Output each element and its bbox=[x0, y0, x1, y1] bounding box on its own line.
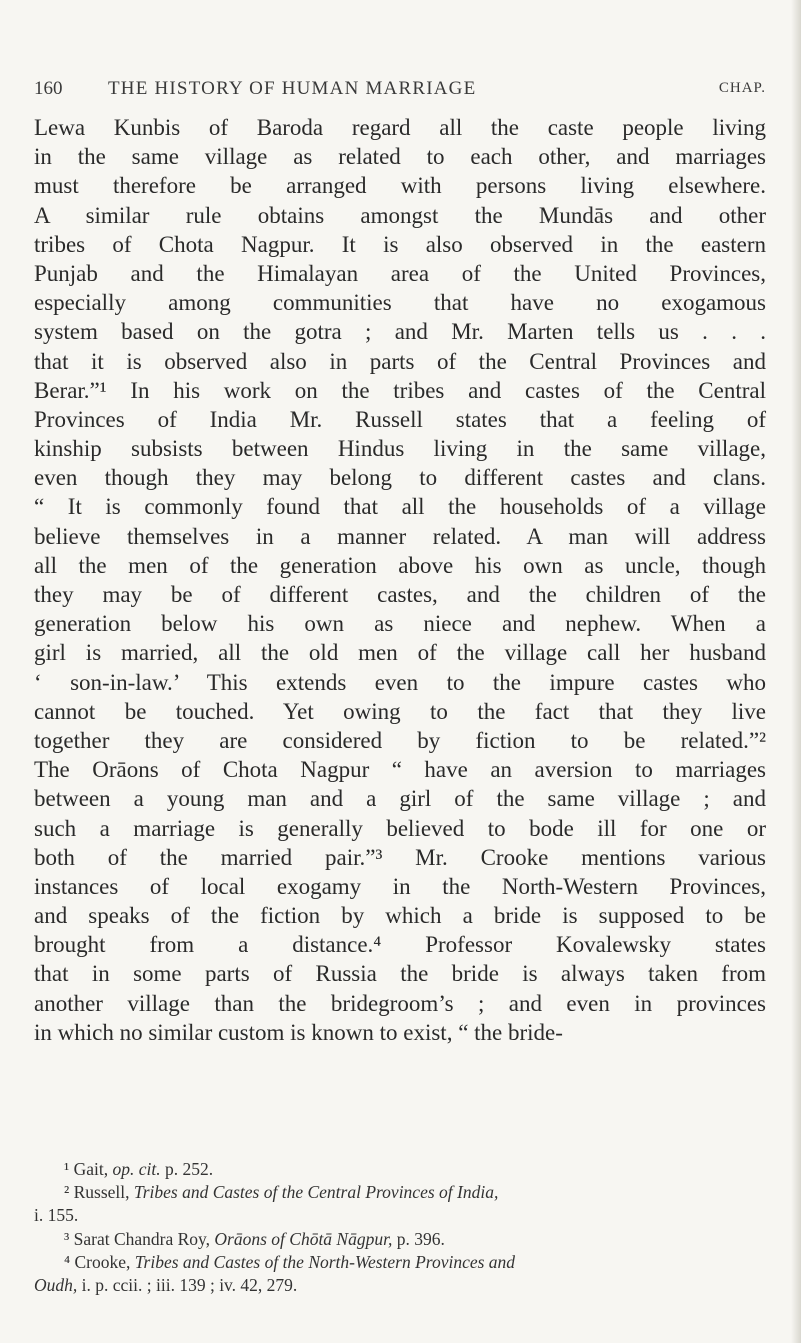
body-line: kinship subsists between Hindus living in the same village, bbox=[34, 436, 766, 462]
body-line: all the men of the generation above his own as uncle, though bbox=[34, 552, 766, 578]
body-line: instances of local exogamy in the North-Western Provinces, bbox=[34, 873, 766, 899]
body-line: especially among communities that have no exogamous bbox=[34, 290, 766, 316]
body-text bbox=[34, 113, 766, 1047]
body-line: together they are considered by fiction to be related.”² bbox=[34, 727, 766, 753]
running-title: THE HISTORY OF HUMAN MARRIAGE bbox=[108, 78, 477, 99]
footnote-text: i. p. ccii. ; iii. 139 ; iv. 42, 279. bbox=[77, 1274, 298, 1295]
body-line: cannot be touched. Yet owing to the fact that they live bbox=[34, 698, 766, 724]
footnote-2 bbox=[34, 1181, 766, 1204]
footnote-italic: op. cit. bbox=[112, 1159, 161, 1179]
body-line: Berar.”¹ In his work on the tribes and castes of the Central bbox=[34, 377, 766, 403]
body-line: that in some parts of Russia the bride is always taken from bbox=[34, 961, 766, 987]
page-edge-shadow bbox=[791, 0, 801, 1343]
body-line: generation below his own as niece and nephew. When a bbox=[34, 611, 766, 637]
body-line: they may be of different castes, and the children of the bbox=[34, 582, 766, 607]
footnote-4-continuation bbox=[34, 1274, 766, 1297]
footnote-italic: Tribes and Castes of the Central Provinces of India, bbox=[133, 1182, 499, 1203]
footnote-2-continuation: i. 155. bbox=[34, 1205, 79, 1226]
footnote-text: Gait, bbox=[73, 1159, 113, 1179]
body-line: ‘ son-in-law.’ This extends even to the impure castes who bbox=[34, 669, 766, 695]
footnote-text: Russell, bbox=[73, 1182, 134, 1203]
footnote-text: Crooke, bbox=[74, 1251, 135, 1272]
footnote-marker: ¹ bbox=[64, 1159, 70, 1179]
body-line: Lewa Kunbis of Baroda regard all the caste people living bbox=[34, 115, 766, 140]
body-line: girl is married, all the old men of the village call her husband bbox=[34, 640, 766, 666]
body-line: The Orāons of Chota Nagpur “ have an aversion to marriages bbox=[34, 757, 766, 783]
body-line: A similar rule obtains amongst the Mundās and other bbox=[34, 202, 766, 228]
footnote-italic: Orāons of Chōtā Nāgpur, bbox=[214, 1228, 393, 1249]
footnote-marker: ² bbox=[64, 1182, 70, 1203]
body-line: both of the married pair.”³ Mr. Crooke mentions various bbox=[34, 844, 766, 870]
body-line: in which no similar custom is known to exist, “ the bride- bbox=[34, 1019, 563, 1045]
body-line: in the same village as related to each other, and marriages bbox=[34, 144, 766, 170]
footnote-3 bbox=[34, 1228, 766, 1251]
body-line: “ It is commonly found that all the households of a village bbox=[34, 494, 766, 520]
footnote-1 bbox=[34, 1158, 766, 1181]
body-line: that it is observed also in parts of the Central Provinces and bbox=[34, 348, 766, 374]
footnote-text: Sarat Chandra Roy, bbox=[73, 1228, 215, 1249]
footnote-italic: Tribes and Castes of the North-Western Provinces and bbox=[134, 1251, 516, 1272]
footnote-4 bbox=[34, 1251, 766, 1274]
page-number: 160 bbox=[34, 78, 63, 99]
footnotes bbox=[34, 1158, 766, 1297]
body-line: and speaks of the fiction by which a bride is supposed to be bbox=[34, 903, 766, 929]
footnote-marker: ³ bbox=[64, 1228, 70, 1249]
body-line: brought from a distance.⁴ Professor Kovalewsky states bbox=[34, 932, 766, 958]
footnote-text: p. 396. bbox=[392, 1228, 445, 1249]
running-header bbox=[34, 78, 766, 104]
body-line: must therefore be arranged with persons living elsewhere. bbox=[34, 173, 766, 199]
footnote-text: p. 252. bbox=[160, 1159, 214, 1179]
chapter-label: CHAP. bbox=[718, 80, 766, 96]
body-line: another village than the bridegroom’s ; and even in provinces bbox=[34, 990, 766, 1016]
body-line: such a marriage is generally believed to bode ill for one or bbox=[34, 815, 766, 841]
body-line: between a young man and a girl of the same village ; and bbox=[34, 786, 766, 812]
body-line: Provinces of India Mr. Russell states that a feeling of bbox=[34, 406, 766, 432]
body-line: even though they may belong to different castes and clans. bbox=[34, 465, 766, 491]
body-line: system based on the gotra ; and Mr. Marten tells us . . . bbox=[34, 319, 766, 345]
body-line: Punjab and the Himalayan area of the United Provinces, bbox=[34, 260, 766, 286]
body-line: believe themselves in a manner related. A man will address bbox=[34, 523, 766, 549]
footnote-marker: ⁴ bbox=[64, 1251, 71, 1272]
footnote-italic: Oudh, bbox=[34, 1274, 78, 1295]
body-line: tribes of Chota Nagpur. It is also observed in the eastern bbox=[34, 231, 766, 257]
